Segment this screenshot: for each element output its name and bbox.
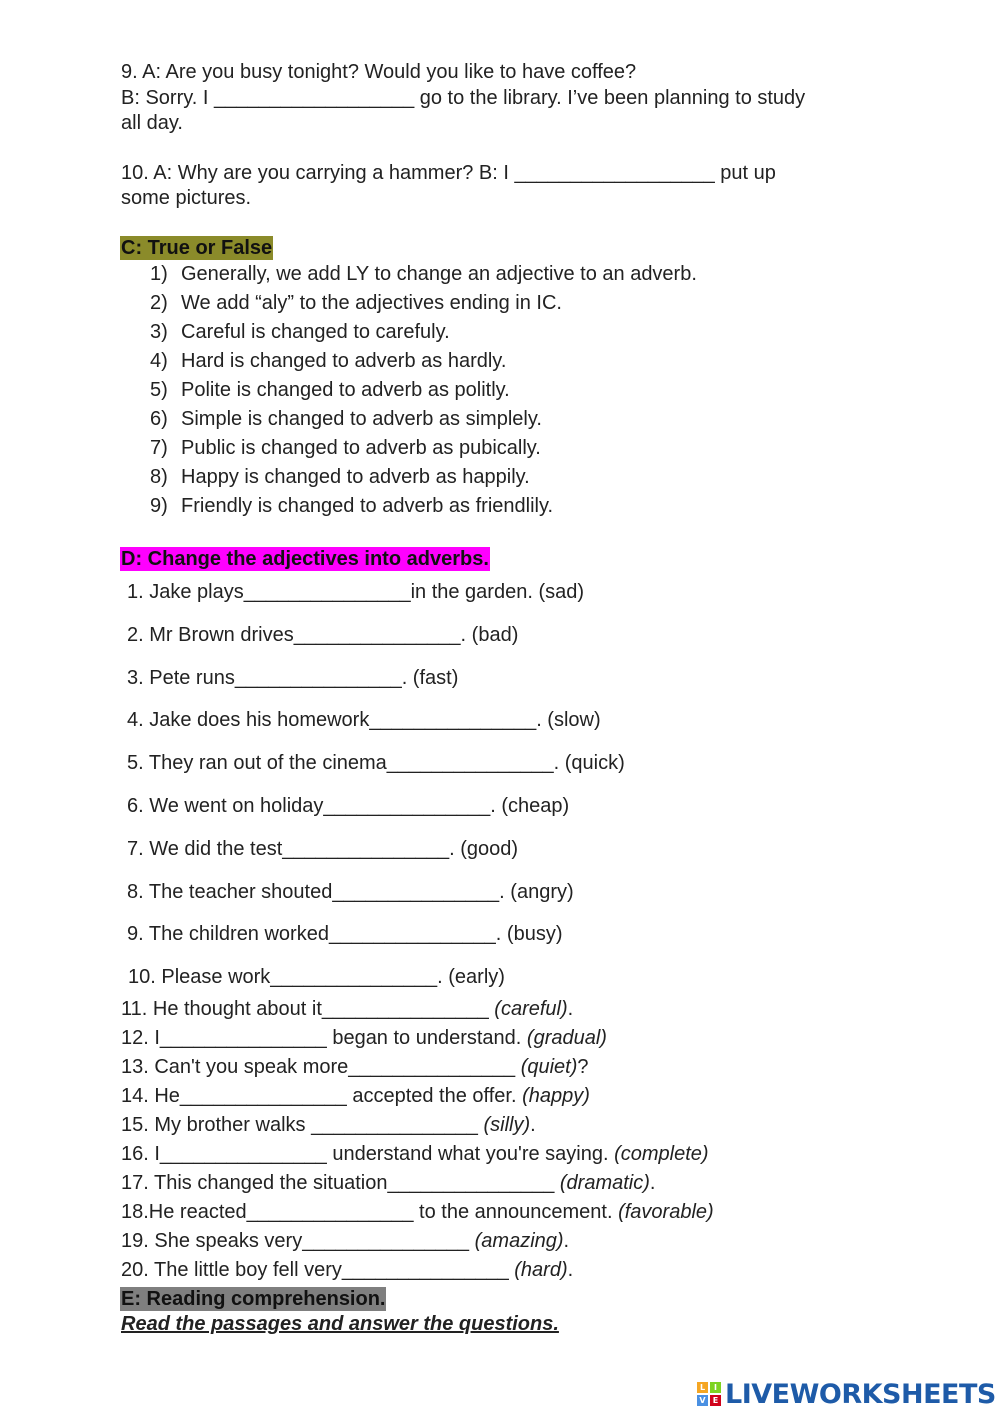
exercise-hint: (gradual) [526,1027,607,1049]
exercise-sentence: 13. Can't you speak more_______________ [121,1056,521,1078]
exercise-item [121,1084,590,1109]
tf-item-text: Friendly is changed to adverb as friendlily. [181,495,554,517]
tf-item-number: 7) [150,437,168,459]
logo-square: V [697,1395,708,1406]
exercise-hint: (silly) [483,1114,531,1136]
section-e-subtitle: Read the passages and answer the questions. [121,1313,559,1335]
tf-item-text: We add “aly” to the adjectives ending in IC. [181,292,562,314]
tf-item-text: Careful is changed to carefuly. [181,321,450,343]
exercise-hint: (amazing) [474,1230,564,1252]
q9-line-1: 9. A: Are you busy tonight? Would you like to have coffee? [121,61,637,83]
q10-line-1: 10. A: Why are you carrying a hammer? B: I __________________ put up [121,162,776,184]
tf-item-number: 3) [150,321,168,343]
logo-square: I [710,1382,721,1393]
exercise-item [121,1229,569,1254]
tf-item-text: Simple is changed to adverb as simplely. [181,408,542,430]
section-e-title: E: Reading comprehension. [121,1288,386,1310]
exercise-item: 5. They ran out of the cinema_______________. (quick) [127,752,625,775]
exercise-punctuation: . [563,1230,570,1252]
exercise-sentence: 14. He_______________ accepted the offer. [121,1085,523,1107]
exercise-sentence: 12. I_______________ began to understand. [121,1027,527,1049]
q10-line-2: some pictures. [121,187,252,209]
tf-item-number: 5) [150,379,168,401]
exercise-item: 3. Pete runs_______________. (fast) [127,666,459,689]
exercise-sentence: 18.He reacted_______________ to the announcement. [121,1201,619,1223]
exercise-punctuation: . [567,998,574,1020]
q9-line-2: B: Sorry. I __________________ go to the library. I’ve been planning to study [121,87,806,109]
exercise-sentence: 16. I_______________ understand what you're saying. [121,1143,615,1165]
tf-item-text: Polite is changed to adverb as politly. [181,379,510,401]
exercise-item: 2. Mr Brown drives_______________. (bad) [127,623,519,646]
exercise-sentence: 17. This changed the situation_______________ [121,1172,560,1194]
q9-line-3: all day. [121,112,183,134]
exercise-sentence: 19. She speaks very_______________ [121,1230,475,1252]
tf-item-text: Happy is changed to adverb as happily. [181,466,530,488]
tf-item-text: Hard is changed to adverb as hardly. [181,350,507,372]
tf-item-number: 8) [150,466,168,488]
exercise-hint: (quiet) [520,1056,578,1078]
tf-item-text: Generally, we add LY to change an adjective to an adverb. [181,263,697,285]
exercise-hint: (complete) [614,1143,709,1165]
logo-square: E [710,1395,721,1406]
exercise-item [121,1171,655,1196]
exercise-item [121,1258,573,1283]
tf-item-number: 2) [150,292,168,314]
exercise-item: 4. Jake does his homework_______________. (slow) [127,709,601,732]
exercise-punctuation: . [530,1114,536,1136]
tf-item-number: 6) [150,408,168,430]
exercise-hint: (hard) [514,1259,568,1281]
logo-text: LIVEWORKSHEETS [725,1378,996,1410]
exercise-punctuation: ? [577,1056,589,1078]
logo-icon [697,1382,721,1406]
tf-item-number: 1) [150,263,168,285]
exercise-sentence: 11. He thought about it_______________ [121,998,495,1020]
exercise-sentence: 20. The little boy fell very_______________ [121,1259,515,1281]
exercise-item [121,1055,589,1080]
exercise-item: 7. We did the test_______________. (good) [127,837,519,860]
exercise-item [121,1200,714,1225]
tf-item-number: 9) [150,495,168,517]
exercise-sentence: 15. My brother walks _______________ [121,1114,484,1136]
exercise-punctuation: . [567,1259,574,1281]
tf-item-number: 4) [150,350,168,372]
exercise-item [121,1113,536,1138]
exercise-item: 8. The teacher shouted_______________. (angry) [127,880,574,903]
exercise-item: 1. Jake plays_______________in the garden. (sad) [127,581,585,603]
exercise-item [121,997,573,1022]
exercise-item: 10. Please work_______________. (early) [128,966,505,989]
section-d-title: D: Change the adjectives into adverbs. [121,548,489,570]
exercise-hint: (careful) [494,998,568,1020]
tf-item-text: Public is changed to adverb as pubically. [181,437,541,459]
logo-square: L [697,1382,708,1393]
liveworksheets-logo [697,1378,996,1410]
exercise-item [121,1026,607,1051]
exercise-hint: (happy) [522,1085,590,1107]
exercise-item: 6. We went on holiday_______________. (cheap) [127,795,570,817]
section-c-title: C: True or False [121,237,273,259]
exercise-hint: (favorable) [618,1201,714,1223]
exercise-item [121,1142,709,1167]
exercise-hint: (dramatic) [559,1172,650,1194]
exercise-item: 9. The children worked_______________. (busy) [127,923,563,946]
exercise-punctuation: . [649,1172,656,1194]
